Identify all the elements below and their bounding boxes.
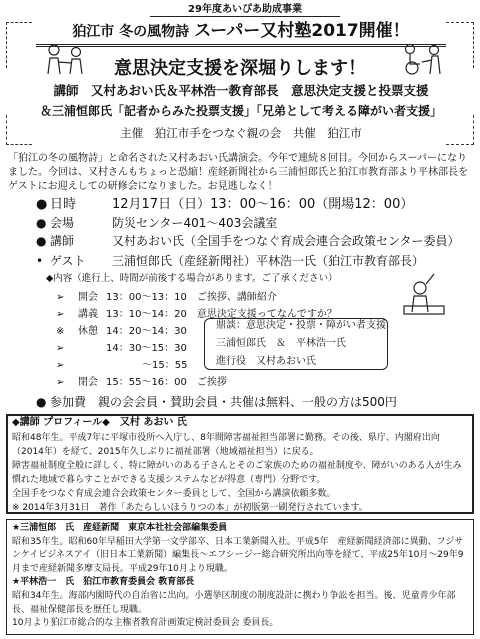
note-mark-icon: ※ — [56, 326, 65, 337]
info-guest-label: ゲスト — [50, 254, 86, 268]
profile-paragraph: 10月より狛江市総合的な主権者教育計画策定検討委員会 委員長。 — [12, 618, 279, 629]
arrow-bullet-icon: ➢ — [56, 360, 65, 371]
profile-paragraph: 昭和48年生。平成7年に平塚市役所へ入庁し、8年間障害福祉担当部署に勤務。その後、県庁、内閣府出向（2014年）を経て、2015年久しぶりに福祉部署（地域福祉担当）に戻る。 — [12, 433, 440, 457]
info-lecturer — [36, 232, 460, 250]
program-time: 13：00～13：10 — [106, 292, 187, 303]
info-guest — [36, 252, 424, 270]
bullet: • — [36, 254, 44, 268]
profile-paragraph: 昭和34年生。海部内閣時代の自治省に出向。小選挙区制度の制度設計に携わり争訟を担当。後、児童青少年部長、福祉保健部長を歴任し現職。 — [12, 590, 456, 615]
info-venue-value: 防災センター401～403会議室 — [112, 216, 278, 230]
dashed-corner-frame — [6, 22, 32, 68]
bullet: ● — [36, 234, 47, 248]
title-prefix: 狛江市 冬の風物詩 — [72, 24, 190, 40]
info-date — [36, 196, 413, 214]
fee-text: 参加費 親の会会員・賛助会員・共催は無料、一般の方は500円 — [50, 395, 397, 409]
guest-profile-body — [12, 522, 470, 631]
lecturer-headline: 講師 又村あおい氏＆平林浩一教育部長 意思決定支援と投票支援 — [53, 83, 429, 98]
organizer-line: 主催 狛江市手をつなぐ親の会 共催 狛江市 — [120, 126, 362, 140]
dashed-corner-frame — [446, 22, 474, 68]
program-desc: 意思決定支援ってなんですか？ — [196, 309, 337, 320]
people-illustration-icon — [42, 42, 92, 76]
bullet: ● — [36, 216, 47, 230]
program-time: 15：55～16：00 — [106, 377, 187, 388]
lecturer-profile-title: ◆講師 プロフィール◆ 又村 あおい 氏 — [12, 417, 187, 428]
info-venue-label: 会場 — [50, 216, 75, 230]
program-item — [56, 358, 187, 374]
profile-paragraph: ※ 2014年3月31日 著作「あたらしいほうりつの本」が初版第一刷発行されています。 — [12, 503, 368, 513]
panel-topic: 鼎談：意思決定・投票・障がい者支援 — [216, 320, 386, 331]
subtitle: 意思決定支援を深堀りします！ — [114, 58, 366, 79]
program-label: 講義 — [78, 309, 98, 320]
profile-paragraph: 昭和35年生。昭和60年早稲田大学第一文学部卒、日本工業新聞入社。平成5年 産経新聞経済部に異動、フジサンケイビジネスアイ（旧日本工業新聞）編集長～エフシージー総合研究所出向等を経て、平成25年10月～29年9月まで産経新聞多摩支局長。平成29年10月より現職。 — [12, 536, 464, 574]
bullet: ● — [36, 395, 47, 409]
program-time: 14：30～15：30 — [106, 343, 187, 354]
participation-fee — [36, 393, 397, 411]
dashed-corner-frame — [6, 115, 32, 145]
dashed-corner-frame — [446, 115, 474, 145]
info-date-label: 日時 — [50, 197, 77, 212]
info-guest-value: 三浦恒郎氏（産経新聞社）平林浩一氏（狛江市教育部長） — [112, 254, 425, 268]
program-time: ～15：55 — [142, 360, 188, 371]
program-desc: ご挨拶、講師紹介 — [196, 292, 277, 303]
title-underline — [36, 44, 446, 47]
program-time: 14：20～14：30 — [106, 326, 187, 337]
bullet: ● — [36, 197, 48, 212]
guest-profile-heading: ★三浦恒郎 氏 産経新聞 東京本社社会部編集委員 — [12, 523, 228, 533]
panel-speakers: 三浦恒郎氏 ＆ 平林浩一氏 — [216, 338, 346, 349]
program-desc: ご挨拶 — [196, 377, 227, 388]
arrow-bullet-icon: ➢ — [56, 343, 65, 354]
intro-paragraph: 「狛江の冬の風物詩」と命名された又村あおい氏講演会。今年で連続８回目。今回からスーパーになりました。今回は、又村さんもちょっと恐縮！産経新聞社から三浦恒郎氏と狛江市教育部より平林部長をゲストにお迎えしての研修会になりました。お見逃しなく！ — [8, 153, 468, 192]
program-item — [56, 375, 227, 391]
info-date-value: 12月17日（日）13：00～16：00（開場12：00） — [112, 197, 414, 212]
arrow-bullet-icon: ➢ — [56, 292, 65, 303]
info-lecturer-value: 又村あおい氏（全国手をつなぐ育成会連合会政策センター委員） — [112, 234, 460, 248]
info-venue — [36, 214, 277, 232]
guest-headline: ＆三浦恒郎氏「記者からみた投票支援」「兄弟として考える障がい者支援」 — [39, 104, 442, 118]
program-label: 休憩 — [78, 326, 98, 337]
program-label: 閉会 — [78, 377, 98, 388]
arrow-bullet-icon: ➢ — [56, 377, 65, 388]
program-item — [56, 324, 187, 340]
page-title — [36, 20, 446, 42]
title-main: スーパー又村塾2017開催！ — [194, 21, 410, 41]
program-time: 13：10～14：20 — [106, 309, 187, 320]
lecturer-profile-body — [12, 431, 470, 515]
program-label: 開会 — [78, 292, 98, 303]
info-lecturer-label: 講師 — [50, 234, 75, 248]
arrow-bullet-icon: ➢ — [56, 309, 65, 320]
guest-profile-heading: ★平林浩一 氏 狛江市教育委員会 教育部長 — [12, 577, 195, 588]
program-heading: ◆内容（進行上、時間が前後する場合があります。ご了承ください） — [46, 273, 338, 284]
program-item — [56, 341, 187, 357]
sponsor-note: 29年度あいぴあ助成事業 — [150, 2, 340, 17]
wheelchair-illustration-icon — [396, 42, 448, 76]
profile-paragraph: 障害福祉制度全般に詳しく、特に障がいのある子さんとそのご家族のための福祉制度や、障がいのある人が生み慣れた地域で暮らすことができる支援システムなどが得意（専門）分野です。 — [12, 461, 462, 485]
program-item — [56, 290, 277, 306]
profile-paragraph: 全国手をつなぐ育成会連合会政策センター委員として、全国から講演依頼多数。 — [12, 489, 336, 499]
panel-moderator: 進行役 又村あおい氏 — [216, 356, 316, 367]
raised-hand-illustration-icon — [400, 272, 448, 316]
